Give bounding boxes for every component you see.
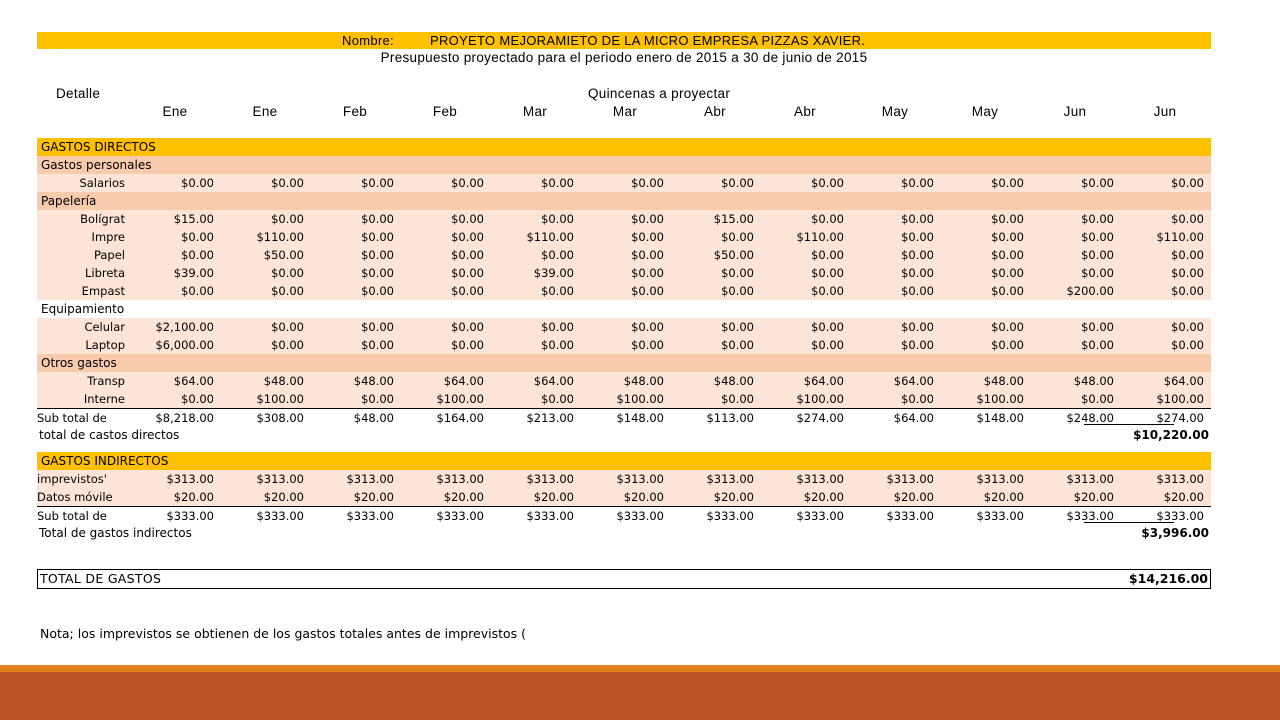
amount-cell: $313.00 <box>526 472 574 486</box>
amount-cell: $20.00 <box>353 490 394 504</box>
row-label: imprevistos' <box>37 472 107 486</box>
category-equipment-row <box>37 300 1211 318</box>
amount-cell: $113.00 <box>706 411 754 425</box>
amount-cell: $0.00 <box>1081 248 1114 262</box>
total-underline <box>1084 522 1174 523</box>
direct-section-label: GASTOS DIRECTOS <box>41 140 156 154</box>
expense-row <box>37 264 1211 282</box>
amount-cell: $0.00 <box>181 176 214 190</box>
amount-cell: $0.00 <box>361 284 394 298</box>
amount-cell: $0.00 <box>901 176 934 190</box>
amount-cell: $15.00 <box>173 212 214 226</box>
expense-row <box>37 210 1211 228</box>
amount-cell: $0.00 <box>631 284 664 298</box>
amount-cell: $308.00 <box>256 411 304 425</box>
amount-cell: $0.00 <box>631 338 664 352</box>
amount-cell: $20.00 <box>893 490 934 504</box>
subtotal-row <box>37 408 1211 427</box>
amount-cell: $313.00 <box>706 472 754 486</box>
row-label: Impre <box>91 230 125 244</box>
month-header: May <box>971 104 999 119</box>
amount-cell: $64.00 <box>1163 374 1204 388</box>
amount-cell: $274.00 <box>796 411 844 425</box>
amount-cell: $50.00 <box>713 248 754 262</box>
title-bar <box>37 32 1211 49</box>
amount-cell: $0.00 <box>541 284 574 298</box>
project-name: PROYETO MEJORAMIETO DE LA MICRO EMPRESA PIZZAS XAVIER. <box>430 33 866 48</box>
amount-cell: $0.00 <box>721 392 754 406</box>
amount-cell: $333.00 <box>346 509 394 523</box>
period-header: Quincenas a proyectar <box>588 86 731 101</box>
row-label: Datos móvile <box>37 490 113 504</box>
category-stationery-row <box>37 192 1211 210</box>
amount-cell: $0.00 <box>181 230 214 244</box>
month-header-row <box>37 104 1211 122</box>
amount-cell: $0.00 <box>901 248 934 262</box>
amount-cell: $333.00 <box>1066 509 1114 523</box>
amount-cell: $0.00 <box>811 284 844 298</box>
amount-cell: $0.00 <box>721 230 754 244</box>
month-header: Jun <box>1063 104 1087 119</box>
amount-cell: $313.00 <box>166 472 214 486</box>
amount-cell: $313.00 <box>256 472 304 486</box>
month-header: Abr <box>704 104 726 119</box>
amount-cell: $313.00 <box>1156 472 1204 486</box>
amount-cell: $0.00 <box>1171 320 1204 334</box>
direct-section-row <box>37 138 1211 156</box>
amount-cell: $0.00 <box>361 338 394 352</box>
row-label: Bolígrat <box>80 212 125 226</box>
amount-cell: $0.00 <box>451 338 484 352</box>
amount-cell: $0.00 <box>451 212 484 226</box>
amount-cell: $0.00 <box>271 212 304 226</box>
amount-cell: $333.00 <box>796 509 844 523</box>
amount-cell: $0.00 <box>901 266 934 280</box>
amount-cell: $64.00 <box>533 374 574 388</box>
amount-cell: $64.00 <box>803 374 844 388</box>
amount-cell: $64.00 <box>893 411 934 425</box>
amount-cell: $248.00 <box>1066 411 1114 425</box>
amount-cell: $20.00 <box>443 490 484 504</box>
amount-cell: $0.00 <box>271 266 304 280</box>
direct-total-label: total de castos directos <box>39 428 180 442</box>
amount-cell: $0.00 <box>271 284 304 298</box>
expense-row <box>37 246 1211 264</box>
row-label: Empast <box>81 284 125 298</box>
amount-cell: $64.00 <box>443 374 484 388</box>
category-equipment-label: Equipamiento <box>41 302 125 316</box>
indirect-total <box>37 524 1211 542</box>
amount-cell: $0.00 <box>811 320 844 334</box>
amount-cell: $0.00 <box>631 266 664 280</box>
amount-cell: $110.00 <box>1156 230 1204 244</box>
amount-cell: $0.00 <box>991 230 1024 244</box>
amount-cell: $213.00 <box>526 411 574 425</box>
amount-cell: $0.00 <box>541 248 574 262</box>
amount-cell: $20.00 <box>1163 490 1204 504</box>
amount-cell: $333.00 <box>526 509 574 523</box>
amount-cell: $0.00 <box>361 230 394 244</box>
amount-cell: $48.00 <box>1073 374 1114 388</box>
row-label: Transp <box>87 374 125 388</box>
amount-cell: $313.00 <box>976 472 1024 486</box>
row-label: Interne <box>83 392 125 406</box>
row-label: Celular <box>84 320 125 334</box>
amount-cell: $6,000.00 <box>155 338 214 352</box>
amount-cell: $0.00 <box>541 212 574 226</box>
amount-cell: $333.00 <box>886 509 934 523</box>
amount-cell: $0.00 <box>901 320 934 334</box>
amount-cell: $0.00 <box>1171 284 1204 298</box>
amount-cell: $0.00 <box>541 176 574 190</box>
month-header: Ene <box>162 104 188 119</box>
direct-total <box>37 426 1211 444</box>
amount-cell: $110.00 <box>526 230 574 244</box>
amount-cell: $0.00 <box>361 266 394 280</box>
expense-row <box>37 174 1211 192</box>
amount-cell: $0.00 <box>541 320 574 334</box>
amount-cell: $100.00 <box>436 392 484 406</box>
month-header: Feb <box>432 104 458 119</box>
expense-row <box>37 318 1211 336</box>
amount-cell: $0.00 <box>901 392 934 406</box>
row-label: Papel <box>93 248 125 262</box>
amount-cell: $0.00 <box>811 212 844 226</box>
amount-cell: $274.00 <box>1156 411 1204 425</box>
amount-cell: $0.00 <box>811 176 844 190</box>
amount-cell: $64.00 <box>173 374 214 388</box>
expense-row <box>37 282 1211 300</box>
amount-cell: $20.00 <box>263 490 304 504</box>
amount-cell: $100.00 <box>1156 392 1204 406</box>
amount-cell: $0.00 <box>991 248 1024 262</box>
amount-cell: $48.00 <box>263 374 304 388</box>
footer-accent-stripe <box>0 665 1280 672</box>
expense-row <box>37 228 1211 246</box>
amount-cell: $100.00 <box>256 392 304 406</box>
amount-cell: $313.00 <box>1066 472 1114 486</box>
amount-cell: $0.00 <box>1171 212 1204 226</box>
amount-cell: $333.00 <box>706 509 754 523</box>
expense-row <box>37 470 1211 488</box>
row-label: Laptop <box>85 338 125 352</box>
amount-cell: $164.00 <box>436 411 484 425</box>
amount-cell: $0.00 <box>721 338 754 352</box>
amount-cell: $20.00 <box>1073 490 1114 504</box>
amount-cell: $0.00 <box>1081 320 1114 334</box>
month-header: Mar <box>612 104 638 119</box>
month-header: Feb <box>342 104 368 119</box>
amount-cell: $110.00 <box>256 230 304 244</box>
amount-cell: $0.00 <box>361 392 394 406</box>
row-label: Salarios <box>79 176 125 190</box>
amount-cell: $0.00 <box>451 176 484 190</box>
amount-cell: $2,100.00 <box>155 320 214 334</box>
amount-cell: $100.00 <box>616 392 664 406</box>
amount-cell: $20.00 <box>533 490 574 504</box>
amount-cell: $0.00 <box>181 392 214 406</box>
category-other-row <box>37 354 1211 372</box>
amount-cell: $0.00 <box>631 248 664 262</box>
amount-cell: $0.00 <box>991 266 1024 280</box>
amount-cell: $0.00 <box>901 212 934 226</box>
amount-cell: $333.00 <box>166 509 214 523</box>
amount-cell: $48.00 <box>713 374 754 388</box>
amount-cell: $0.00 <box>271 320 304 334</box>
amount-cell: $0.00 <box>1171 338 1204 352</box>
amount-cell: $0.00 <box>541 392 574 406</box>
amount-cell: $0.00 <box>991 338 1024 352</box>
expense-row <box>37 390 1211 408</box>
amount-cell: $0.00 <box>1081 338 1114 352</box>
amount-cell: $0.00 <box>721 176 754 190</box>
amount-cell: $0.00 <box>451 266 484 280</box>
amount-cell: $0.00 <box>181 248 214 262</box>
indirect-total-label: Total de gastos indirectos <box>39 526 192 540</box>
amount-cell: $0.00 <box>721 284 754 298</box>
footer-band <box>0 672 1280 720</box>
amount-cell: $0.00 <box>451 248 484 262</box>
amount-cell: $0.00 <box>1081 392 1114 406</box>
amount-cell: $200.00 <box>1066 284 1114 298</box>
amount-cell: $20.00 <box>623 490 664 504</box>
month-header: Abr <box>794 104 816 119</box>
amount-cell: $39.00 <box>533 266 574 280</box>
amount-cell: $0.00 <box>811 338 844 352</box>
amount-cell: $0.00 <box>901 338 934 352</box>
amount-cell: $0.00 <box>811 248 844 262</box>
expense-row <box>37 336 1211 354</box>
amount-cell: $313.00 <box>796 472 844 486</box>
month-header: Jun <box>1153 104 1177 119</box>
amount-cell: $333.00 <box>1156 509 1204 523</box>
month-header: Mar <box>522 104 548 119</box>
amount-cell: $148.00 <box>616 411 664 425</box>
amount-cell: $313.00 <box>886 472 934 486</box>
subtotal-row <box>37 506 1211 525</box>
amount-cell: $0.00 <box>901 284 934 298</box>
amount-cell: $20.00 <box>803 490 844 504</box>
amount-cell: $20.00 <box>173 490 214 504</box>
amount-cell: $0.00 <box>721 320 754 334</box>
amount-cell: $0.00 <box>631 230 664 244</box>
amount-cell: $0.00 <box>1081 266 1114 280</box>
amount-cell: $0.00 <box>1081 212 1114 226</box>
amount-cell: $39.00 <box>173 266 214 280</box>
detail-header: Detalle <box>56 86 101 101</box>
expense-row <box>37 372 1211 390</box>
amount-cell: $313.00 <box>616 472 664 486</box>
amount-cell: $0.00 <box>451 230 484 244</box>
grand-total-row <box>37 569 1211 589</box>
amount-cell: $48.00 <box>353 411 394 425</box>
amount-cell: $0.00 <box>361 212 394 226</box>
row-label: Sub total de <box>37 411 107 425</box>
amount-cell: $8,218.00 <box>155 411 214 425</box>
amount-cell: $0.00 <box>271 338 304 352</box>
amount-cell: $0.00 <box>721 266 754 280</box>
amount-cell: $0.00 <box>1171 176 1204 190</box>
amount-cell: $0.00 <box>991 284 1024 298</box>
amount-cell: $0.00 <box>631 176 664 190</box>
amount-cell: $0.00 <box>991 320 1024 334</box>
amount-cell: $100.00 <box>976 392 1024 406</box>
amount-cell: $20.00 <box>713 490 754 504</box>
category-other-label: Otros gastos <box>41 356 117 370</box>
indirect-total-value: $3,996.00 <box>1141 526 1209 540</box>
expense-row <box>37 488 1211 506</box>
category-personal-label: Gastos personales <box>41 158 152 172</box>
amount-cell: $333.00 <box>976 509 1024 523</box>
amount-cell: $0.00 <box>1171 266 1204 280</box>
amount-cell: $148.00 <box>976 411 1024 425</box>
amount-cell: $20.00 <box>983 490 1024 504</box>
amount-cell: $48.00 <box>623 374 664 388</box>
month-header: May <box>881 104 909 119</box>
amount-cell: $0.00 <box>1171 248 1204 262</box>
amount-cell: $0.00 <box>361 176 394 190</box>
amount-cell: $15.00 <box>713 212 754 226</box>
amount-cell: $0.00 <box>631 320 664 334</box>
amount-cell: $0.00 <box>451 320 484 334</box>
amount-cell: $313.00 <box>436 472 484 486</box>
amount-cell: $0.00 <box>991 176 1024 190</box>
amount-cell: $0.00 <box>271 176 304 190</box>
amount-cell: $0.00 <box>631 212 664 226</box>
indirect-section-label: GASTOS INDIRECTOS <box>41 454 169 468</box>
direct-total-value: $10,220.00 <box>1133 428 1209 442</box>
amount-cell: $0.00 <box>361 248 394 262</box>
amount-cell: $0.00 <box>811 266 844 280</box>
footnote: Nota; los imprevistos se obtienen de los gastos totales antes de imprevistos ( <box>40 626 527 641</box>
grand-total-label: TOTAL DE GASTOS <box>40 571 162 586</box>
grand-total-value: $14,216.00 <box>1128 571 1208 586</box>
row-label: Sub total de <box>37 509 107 523</box>
amount-cell: $48.00 <box>983 374 1024 388</box>
amount-cell: $333.00 <box>616 509 664 523</box>
budget-subtitle: Presupuesto proyectado para el periodo enero de 2015 a 30 de junio de 2015 <box>380 50 868 65</box>
amount-cell: $333.00 <box>256 509 304 523</box>
amount-cell: $100.00 <box>796 392 844 406</box>
amount-cell: $0.00 <box>1081 176 1114 190</box>
amount-cell: $64.00 <box>893 374 934 388</box>
amount-cell: $110.00 <box>796 230 844 244</box>
amount-cell: $0.00 <box>451 284 484 298</box>
amount-cell: $0.00 <box>541 338 574 352</box>
amount-cell: $0.00 <box>361 320 394 334</box>
amount-cell: $0.00 <box>991 212 1024 226</box>
amount-cell: $333.00 <box>436 509 484 523</box>
amount-cell: $50.00 <box>263 248 304 262</box>
row-label: Libreta <box>84 266 125 280</box>
amount-cell: $0.00 <box>1081 230 1114 244</box>
indirect-section-row <box>37 452 1211 470</box>
category-personal-row <box>37 156 1211 174</box>
amount-cell: $0.00 <box>181 284 214 298</box>
category-stationery-label: Papelería <box>41 194 97 208</box>
amount-cell: $313.00 <box>346 472 394 486</box>
name-label: Nombre: <box>342 33 394 48</box>
total-underline <box>1084 424 1174 425</box>
month-header: Ene <box>252 104 278 119</box>
amount-cell: $48.00 <box>353 374 394 388</box>
amount-cell: $0.00 <box>901 230 934 244</box>
